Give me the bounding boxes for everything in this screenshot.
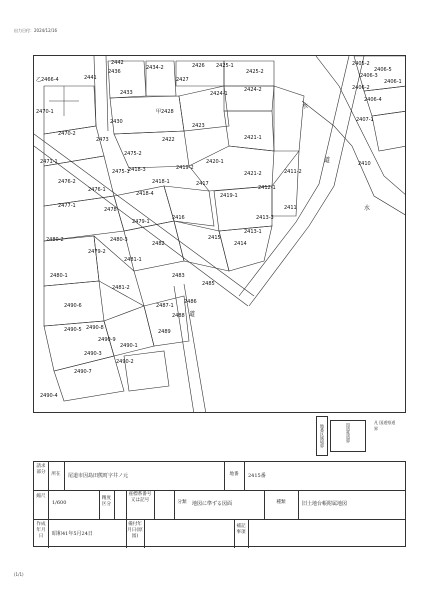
- scale-value: 1/600: [52, 500, 67, 506]
- parcel-label-p2405-2: 2405-2: [352, 61, 370, 67]
- road-edge: [249, 56, 364, 306]
- parcel-label-p2411-2: 2411-2: [284, 169, 302, 175]
- label-note: 補記事項: [236, 524, 246, 535]
- label-request-part: 請求部分: [36, 464, 46, 475]
- parcel-label-p2487-1: 2487-1: [156, 303, 174, 309]
- parcel-label-p2489: 2489: [158, 329, 171, 335]
- parcel-label-p2406-4: 2406-4: [364, 97, 382, 103]
- parcel-label-p2410: 2410: [358, 161, 371, 167]
- parcel-label-p2490-1: 2490-1: [120, 343, 138, 349]
- parcel-label-p2478: 2478: [104, 207, 117, 213]
- kind-value: 旧土地台帳附属地図: [302, 501, 348, 507]
- road-label-r-mizu1: 水: [302, 103, 309, 110]
- parcel-label-p2406-3: 2406-3: [360, 73, 378, 79]
- parcel-label-p2421-2: 2421-2: [244, 171, 262, 177]
- parcel-label-p2423: 2423: [192, 123, 205, 129]
- road-label-r-michi2: 道: [324, 157, 331, 164]
- parcel-label-p2406-5: 2406-5: [374, 67, 392, 73]
- parcel-label-p2414: 2414: [234, 241, 247, 247]
- road-label-r-michi1: 道: [189, 311, 196, 318]
- parcel-label-p2486: 2486: [184, 299, 197, 305]
- road-label-r-mizu2: 水: [364, 205, 371, 212]
- made-date-value: 昭和41年5月24日: [52, 531, 93, 537]
- parcel-label-p2419-1: 2419-1: [220, 193, 238, 199]
- legend-inner-box: [330, 420, 366, 452]
- parcel-label-p2418-3: 2418-3: [128, 167, 146, 173]
- form-divider: [34, 490, 405, 491]
- parcel-label-p2483: 2483: [172, 273, 185, 279]
- location-value: 尾道市因島田熊町字井ノ元: [68, 473, 129, 479]
- parcel-label-p2418-4: 2418-4: [136, 191, 154, 197]
- parcel-label-p2490-9: 2490-9: [98, 337, 116, 343]
- parcel-label-p2424-1: 2424-1: [210, 91, 228, 97]
- parcel-label-p2470-1: 2470-1: [36, 109, 54, 115]
- parcel-label-p2436: 2436: [108, 69, 121, 75]
- parcel-label-p2480-3: 2480-3: [110, 237, 128, 243]
- label-prep-date: 備付年月日(原図): [127, 522, 143, 539]
- parcel-label-p2490-8: 2490-8: [86, 325, 104, 331]
- parcel-label-p2430: 2430: [110, 119, 123, 125]
- parcel-label-p2419-2: 2419-2: [176, 165, 194, 171]
- parcel-label-p2476-2: 2476-2: [58, 179, 76, 185]
- parcel-label-p2482: 2482: [152, 241, 165, 247]
- parcel-label-p2413-3: 2413-3: [256, 215, 274, 221]
- parcel-label-p2481-2: 2481-2: [112, 285, 130, 291]
- parcel-label-p2470-2: 2470-2: [58, 131, 76, 137]
- parcel-label-p2490-3: 2490-3: [84, 351, 102, 357]
- parcel-label-p2434-2: 2434-2: [146, 65, 164, 71]
- label-location: 所在: [51, 472, 61, 477]
- parcel-label-p2416: 2416: [172, 215, 185, 221]
- parcel-label-p2490-2: 2490-2: [116, 359, 134, 365]
- info-form: [33, 461, 406, 547]
- parcel-label-p2406-1: 2406-1: [384, 79, 402, 85]
- legend: [316, 416, 396, 456]
- label-scale: 縮尺: [36, 494, 46, 499]
- parcel-label-p2420-1: 2420-1: [206, 159, 224, 165]
- legend-inner-label: 国道県道界: [346, 423, 351, 443]
- parcel-label-p2490-6: 2490-6: [64, 303, 82, 309]
- label-precision: 精度区分: [101, 496, 112, 507]
- parcel-label-p2473: 2473: [96, 137, 109, 143]
- parcel-label-p2479-2: 2479-2: [88, 249, 106, 255]
- parcel-label-p2490-5: 2490-5: [64, 327, 82, 333]
- label-classification: 分類: [177, 500, 187, 505]
- parcel-label-p2475-2: 2475-2: [124, 151, 142, 157]
- parcel-label-p2490-7: 2490-7: [74, 369, 92, 375]
- parcel-label-p2480-2: 2480-2: [46, 237, 64, 243]
- label-kind: 種類: [276, 500, 286, 505]
- parcel-label-p2476-1: 2476-1: [88, 187, 106, 193]
- parcel-label-p2425-1: 2425-1: [216, 63, 234, 69]
- parcel-label-p2407-1: 2407-1: [356, 117, 374, 123]
- parcel-label-p2422: 2422: [162, 137, 175, 143]
- lot-number-value: 2415番: [248, 473, 266, 479]
- parcel-label-p2428: 甲2428: [156, 109, 174, 115]
- form-divider: [34, 519, 405, 520]
- parcel-label-p2479-1: 2479-1: [132, 219, 150, 225]
- parcel-label-p2425-2: 2425-2: [246, 69, 264, 75]
- parcel-label-p2477-1: 2477-1: [58, 203, 76, 209]
- channel-edge: [302, 101, 406, 216]
- classification-value: 地図に準ずる図面: [192, 501, 233, 507]
- road-edge: [174, 286, 194, 413]
- parcel-label-p2421-1: 2421-1: [244, 135, 262, 141]
- map-drawing: [34, 56, 406, 413]
- parcel-label-p2418-1: 2418-1: [152, 179, 170, 185]
- label-coord-system: 座標系番号又は記号: [128, 492, 152, 503]
- parcel-label-p2411: 2411: [284, 205, 297, 211]
- parcel-label-p2490-4: 2490-4: [40, 393, 58, 399]
- page-number: (1/1): [14, 572, 24, 577]
- parcel-label-p2466-4: 乙2466-4: [36, 77, 59, 83]
- parcel-label-p2417: 2417: [196, 181, 209, 187]
- cadastral-map: [33, 55, 406, 413]
- parcel-label-p2441: 2441: [84, 75, 97, 81]
- parcel-label-p2406-2: 2406-2: [352, 85, 370, 91]
- parcel-label-p2480-1: 2480-1: [50, 273, 68, 279]
- parcel-label-p2471-1: 2471-1: [40, 159, 58, 165]
- legend-mark: 凡 国道県道界: [374, 420, 396, 431]
- print-date: 出力日付：2024/12/16: [14, 28, 58, 33]
- parcel-label-p2442: 2442: [111, 60, 124, 66]
- parcel-label-p2415: 2415: [208, 235, 221, 241]
- legend-side-label: 地番区域境界: [316, 416, 328, 456]
- parcel-label-p2433: 2433: [120, 90, 133, 96]
- parcel-label-p2424-2: 2424-2: [244, 87, 262, 93]
- parcel-label-p2475-1: 2475-1: [112, 169, 130, 175]
- parcel-label-p2412-1: 2412-1: [258, 185, 276, 191]
- road-edge: [106, 56, 108, 131]
- parcel-label-p2488: 2488: [172, 313, 185, 319]
- label-lot-number: 地番: [229, 472, 239, 477]
- parcel-label-p2426: 2426: [192, 63, 205, 69]
- parcel-label-p2427: 2427: [176, 77, 189, 83]
- parcel-label-p2481-1: 2481-1: [124, 257, 142, 263]
- label-made-date: 作成年月日: [36, 522, 46, 539]
- parcel-label-p2413-1: 2413-1: [244, 229, 262, 235]
- parcel-label-p2485: 2485: [202, 281, 215, 287]
